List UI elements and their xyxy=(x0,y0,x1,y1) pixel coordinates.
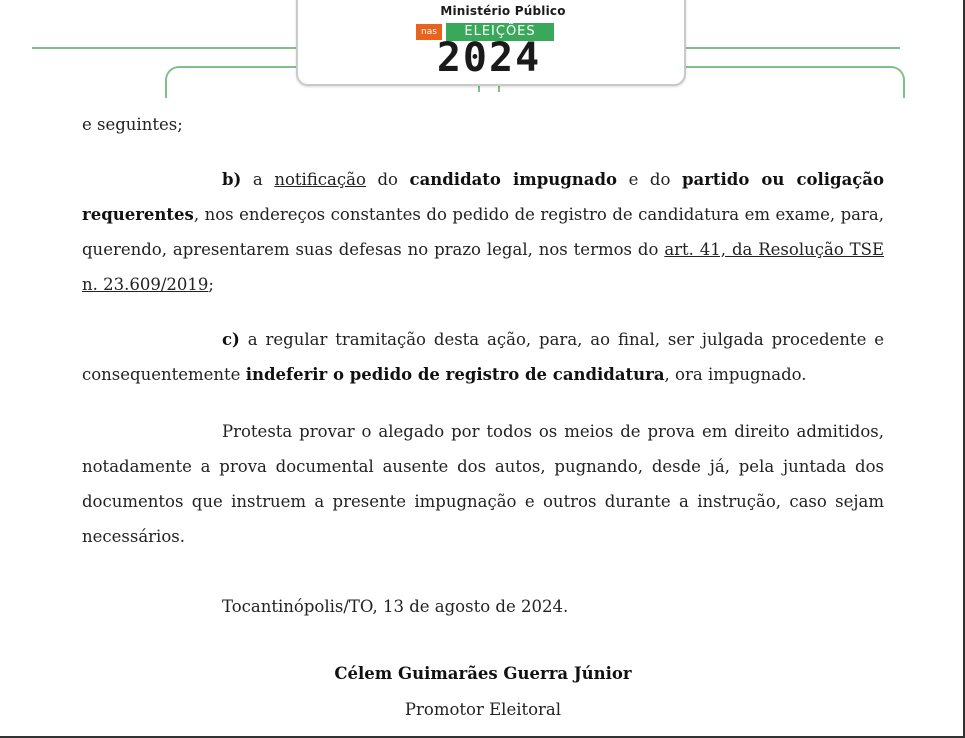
intro-tail: e seguintes; xyxy=(82,115,183,134)
text-run: do xyxy=(365,170,410,189)
logo-eleicoes-tag: ELEIÇÕES xyxy=(446,23,554,41)
protesta-paragraph xyxy=(82,414,884,554)
signer-role: Promotor Eleitoral xyxy=(404,700,562,719)
logo-title: Ministério Público xyxy=(440,4,566,18)
indeferir-pedido: indeferir o pedido de registro de candidatura xyxy=(245,365,665,384)
resolucao-link[interactable]: art. 41, da Resolução TSE n. 23.609/2019 xyxy=(82,240,885,294)
text-run: ; xyxy=(208,275,214,294)
item-c-marker: c) xyxy=(222,330,240,349)
text-run: , ora impugnado. xyxy=(664,365,807,384)
text-run: a regular tramitação desta ação, para, ao final, ser julgada procedente e consequentemente xyxy=(82,330,884,384)
item-b-marker: b) xyxy=(222,170,242,189)
item-b-paragraph xyxy=(82,162,884,302)
text-run: , nos endereços constantes do pedido de registro de candidatura em exame, para, querendo, apresentarem suas defesas no prazo legal, nos termos do xyxy=(82,205,884,259)
candidato-impugnado: candidato impugnado xyxy=(409,170,618,189)
mp-eleicoes-logo xyxy=(296,0,686,86)
text-run: a xyxy=(241,170,275,189)
item-c-paragraph xyxy=(82,322,884,392)
partido-coligacao: partido ou coligação requerentes xyxy=(82,170,885,224)
signer-name: Célem Guimarães Guerra Júnior xyxy=(334,664,632,683)
logo-nas-tag: nas xyxy=(416,24,442,40)
place-date-line xyxy=(82,589,884,624)
logo-year: 2024 xyxy=(436,35,542,81)
notificacao-text: notificação xyxy=(274,170,366,189)
place-date: Tocantinópolis/TO, 13 de agosto de 2024. xyxy=(222,597,569,616)
text-run: e do xyxy=(617,170,682,189)
protesta-text: Protesta provar o alegado por todos os meios de prova em direito admitidos, notadamente a prova documental ausente dos autos, pugnando, desde já, pela juntada dos documentos que instruem a presente impugnação e outros durante a instrução, caso sejam necessários. xyxy=(82,422,884,546)
